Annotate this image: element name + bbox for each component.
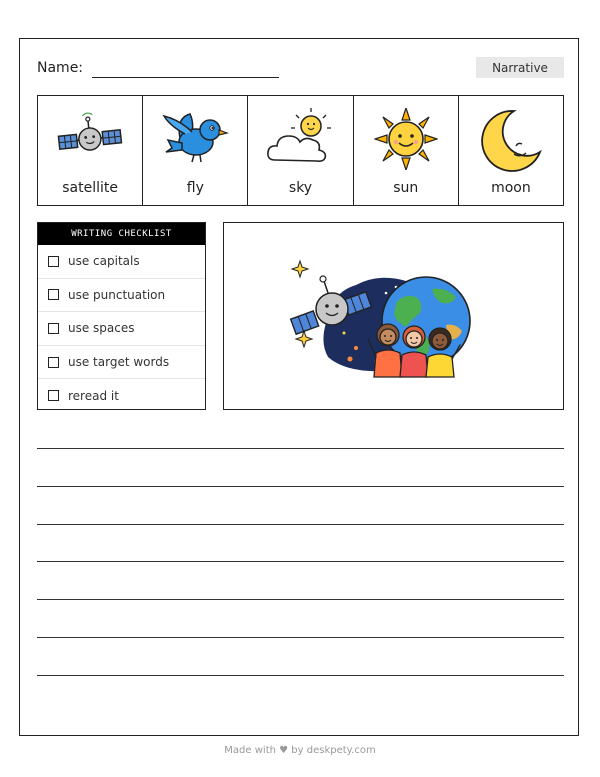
footer-made-with: Made with bbox=[224, 745, 276, 756]
writing-line[interactable] bbox=[37, 599, 564, 600]
checkbox[interactable] bbox=[48, 390, 59, 401]
vocab-word: moon bbox=[491, 180, 531, 196]
writing-line[interactable] bbox=[37, 448, 564, 449]
heart-icon: ♥ bbox=[279, 745, 289, 756]
checklist-label: use punctuation bbox=[68, 287, 166, 302]
vocab-card-moon bbox=[459, 96, 563, 205]
vocab-word: sun bbox=[393, 180, 419, 196]
writing-line[interactable] bbox=[37, 486, 564, 487]
vocabulary-row bbox=[37, 95, 564, 206]
checkbox[interactable] bbox=[48, 323, 59, 334]
worksheet bbox=[19, 38, 579, 736]
checkbox[interactable] bbox=[48, 256, 59, 267]
checklist-item[interactable] bbox=[38, 346, 205, 380]
crescent-moon-icon bbox=[478, 108, 544, 174]
vocab-card-sky bbox=[248, 96, 353, 205]
writing-line[interactable] bbox=[37, 637, 564, 638]
checklist-label: use capitals bbox=[68, 254, 140, 269]
checklist-item[interactable] bbox=[38, 279, 205, 313]
checklist-item[interactable] bbox=[38, 245, 205, 279]
checklist-title: WRITING CHECKLIST bbox=[38, 223, 205, 245]
vocab-word: sky bbox=[288, 180, 313, 196]
checklist-item[interactable] bbox=[38, 312, 205, 346]
writing-line[interactable] bbox=[37, 675, 564, 676]
footer-credit bbox=[0, 745, 600, 756]
space-scene-illustration bbox=[286, 253, 496, 378]
vocab-card-satellite bbox=[38, 96, 143, 205]
satellite-icon bbox=[53, 108, 127, 168]
vocab-card-sun bbox=[354, 96, 459, 205]
writing-checklist bbox=[37, 222, 206, 410]
sun-icon bbox=[374, 108, 438, 170]
name-label: Name: bbox=[37, 60, 84, 76]
checkbox[interactable] bbox=[48, 357, 59, 368]
vocab-word: satellite bbox=[62, 180, 118, 196]
vocab-word: fly bbox=[186, 180, 204, 196]
writing-line[interactable] bbox=[37, 561, 564, 562]
name-field[interactable] bbox=[92, 77, 279, 78]
vocab-card-fly bbox=[143, 96, 248, 205]
bluebird-icon bbox=[160, 108, 230, 168]
writing-line[interactable] bbox=[37, 524, 564, 525]
checklist-label: use spaces bbox=[68, 321, 135, 336]
cloud-sun-icon bbox=[265, 108, 337, 168]
picture-prompt bbox=[223, 222, 564, 410]
checklist-item[interactable] bbox=[38, 379, 205, 412]
footer-site: by deskpety.com bbox=[291, 745, 376, 756]
checklist-label: reread it bbox=[68, 388, 119, 403]
checklist-label: use target words bbox=[68, 355, 170, 370]
checkbox[interactable] bbox=[48, 289, 59, 300]
genre-badge: Narrative bbox=[476, 57, 564, 78]
